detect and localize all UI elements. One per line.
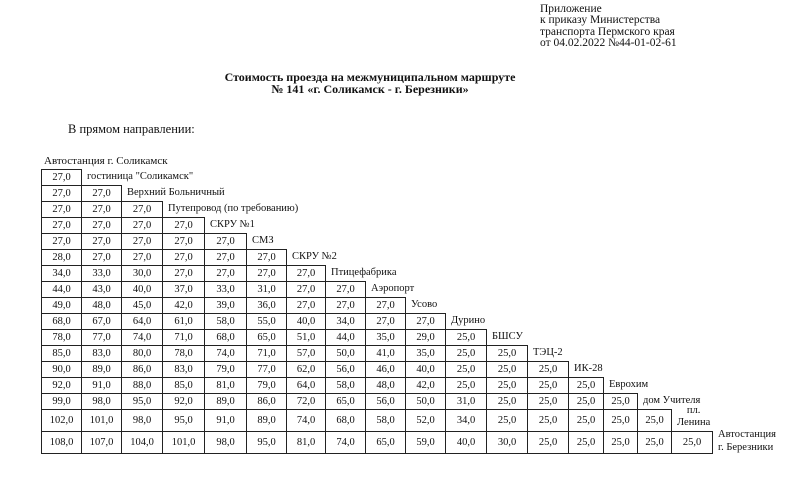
fare-cell: 25,0: [603, 431, 638, 454]
stop-label: гостиница "Соликамск": [87, 171, 194, 182]
fare-cell: 25,0: [568, 409, 604, 432]
fare-cell: 27,0: [162, 233, 205, 250]
fare-cell: 64,0: [121, 313, 163, 330]
fare-cell: 27,0: [121, 201, 163, 218]
fare-cell: 27,0: [81, 201, 122, 218]
fare-cell: 40,0: [286, 313, 326, 330]
fare-cell: 102,0: [41, 409, 82, 432]
fare-cell: 27,0: [162, 265, 205, 282]
fare-cell: 65,0: [365, 431, 406, 454]
appendix-line: Приложение: [540, 3, 602, 15]
fare-cell: 30,0: [486, 431, 528, 454]
fare-cell: 39,0: [204, 297, 247, 314]
stop-label: Путепровод (по требованию): [168, 203, 299, 214]
fare-cell: 27,0: [365, 297, 406, 314]
fare-cell: 45,0: [121, 297, 163, 314]
fare-cell: 67,0: [81, 313, 122, 330]
fare-cell: 74,0: [325, 431, 366, 454]
document-title: [0, 71, 740, 95]
fare-cell: 27,0: [81, 249, 122, 266]
fare-cell: 95,0: [121, 393, 163, 410]
fare-cell: 42,0: [405, 377, 446, 394]
fare-cell: 25,0: [445, 329, 487, 346]
fare-cell: 27,0: [204, 233, 247, 250]
fare-cell: 101,0: [162, 431, 205, 454]
fare-cell: 74,0: [204, 345, 247, 362]
fare-cell: 71,0: [246, 345, 287, 362]
fare-cell: 89,0: [81, 361, 122, 378]
fare-cell: 25,0: [603, 409, 638, 432]
fare-cell: 34,0: [445, 409, 487, 432]
fare-cell: 25,0: [486, 377, 528, 394]
fare-cell: 83,0: [81, 345, 122, 362]
fare-cell: 91,0: [81, 377, 122, 394]
appendix-line: от 04.02.2022 №44-01-02-61: [540, 37, 677, 50]
fare-cell: 68,0: [204, 329, 247, 346]
fare-cell: 31,0: [246, 281, 287, 298]
stop-label: Верхний Больничный: [127, 187, 225, 198]
fare-cell: 27,0: [204, 249, 247, 266]
fare-cell: 25,0: [637, 431, 672, 454]
stop-label: пл. Ленина: [677, 405, 711, 428]
stop-label: Дурино: [451, 315, 486, 326]
fare-cell: 62,0: [286, 361, 326, 378]
fare-cell: 52,0: [405, 409, 446, 432]
fare-cell: 107,0: [81, 431, 122, 454]
fare-cell: 85,0: [162, 377, 205, 394]
stop-label: СМЗ: [252, 235, 274, 246]
fare-cell: 68,0: [41, 313, 82, 330]
stop-label: БШСУ: [492, 331, 523, 342]
fare-cell: 27,0: [162, 217, 205, 234]
fare-cell: 86,0: [246, 393, 287, 410]
fare-cell: 27,0: [81, 185, 122, 202]
fare-cell: 95,0: [162, 409, 205, 432]
fare-cell: 25,0: [603, 393, 638, 410]
fare-cell: 46,0: [365, 361, 406, 378]
stop-label: Еврохим: [609, 379, 649, 390]
fare-cell: 72,0: [286, 393, 326, 410]
appendix-line: транспорта Пермского края: [540, 25, 675, 38]
fare-cell: 27,0: [286, 265, 326, 282]
fare-cell: 79,0: [246, 377, 287, 394]
fare-cell: 74,0: [121, 329, 163, 346]
fare-cell: 48,0: [81, 297, 122, 314]
fare-cell: 78,0: [162, 345, 205, 362]
fare-cell: 98,0: [204, 431, 247, 454]
fare-cell: 27,0: [246, 249, 287, 266]
fare-cell: 25,0: [486, 409, 528, 432]
fare-cell: 108,0: [41, 431, 82, 454]
fare-cell: 27,0: [121, 233, 163, 250]
fare-cell: 55,0: [246, 313, 287, 330]
start-station-label: Автостанция г. Соликамск: [44, 155, 168, 167]
fare-cell: 25,0: [486, 345, 528, 362]
fare-cell: 40,0: [121, 281, 163, 298]
fare-cell: 79,0: [204, 361, 247, 378]
fare-cell: 95,0: [246, 431, 287, 454]
fare-cell: 56,0: [325, 361, 366, 378]
fare-cell: 35,0: [365, 329, 406, 346]
stop-label: СКРУ №2: [292, 251, 337, 262]
fare-cell: 33,0: [204, 281, 247, 298]
fare-cell: 27,0: [121, 217, 163, 234]
fare-cell: 30,0: [121, 265, 163, 282]
fare-cell: 57,0: [286, 345, 326, 362]
fare-cell: 25,0: [445, 377, 487, 394]
fare-cell: 34,0: [41, 265, 82, 282]
fare-cell: 27,0: [81, 233, 122, 250]
fare-cell: 36,0: [246, 297, 287, 314]
fare-cell: 25,0: [445, 361, 487, 378]
fare-cell: 25,0: [486, 393, 528, 410]
stop-label: Автостанция г. Березники: [718, 429, 776, 453]
stop-label: ИК-28: [574, 363, 603, 374]
fare-cell: 48,0: [365, 377, 406, 394]
stop-label: ТЭЦ-2: [533, 347, 563, 358]
fare-cell: 80,0: [121, 345, 163, 362]
fare-cell: 40,0: [405, 361, 446, 378]
fare-cell: 59,0: [405, 431, 446, 454]
fare-cell: 77,0: [81, 329, 122, 346]
fare-cell: 27,0: [286, 297, 326, 314]
fare-cell: 50,0: [405, 393, 446, 410]
fare-cell: 27,0: [325, 297, 366, 314]
appendix-block: [540, 4, 677, 50]
fare-cell: 27,0: [325, 281, 366, 298]
fare-cell: 85,0: [41, 345, 82, 362]
fare-cell: 71,0: [162, 329, 205, 346]
fare-cell: 90,0: [41, 361, 82, 378]
fare-cell: 27,0: [365, 313, 406, 330]
fare-cell: 98,0: [121, 409, 163, 432]
fare-cell: 27,0: [405, 313, 446, 330]
fare-cell: 28,0: [41, 249, 82, 266]
fare-cell: 56,0: [365, 393, 406, 410]
fare-cell: 29,0: [405, 329, 446, 346]
fare-cell: 37,0: [162, 281, 205, 298]
fare-cell: 81,0: [204, 377, 247, 394]
fare-cell: 58,0: [204, 313, 247, 330]
fare-cell: 50,0: [325, 345, 366, 362]
fare-cell: 98,0: [81, 393, 122, 410]
fare-cell: 25,0: [568, 431, 604, 454]
title-line-1: Стоимость проезда на межмуниципальном маршруте: [224, 70, 516, 84]
fare-cell: 27,0: [41, 185, 82, 202]
fare-cell: 88,0: [121, 377, 163, 394]
stop-label: дом Учителя: [643, 395, 701, 406]
fare-cell: 40,0: [445, 431, 487, 454]
fare-cell: 35,0: [405, 345, 446, 362]
fare-cell: 31,0: [445, 393, 487, 410]
fare-cell: 25,0: [445, 345, 487, 362]
fare-cell: 27,0: [41, 217, 82, 234]
stop-label: СКРУ №1: [210, 219, 255, 230]
fare-cell: 25,0: [568, 393, 604, 410]
fare-cell: 89,0: [246, 409, 287, 432]
fare-cell: 92,0: [41, 377, 82, 394]
fare-cell: 25,0: [527, 361, 569, 378]
fare-cell: 74,0: [286, 409, 326, 432]
fare-cell: 64,0: [286, 377, 326, 394]
fare-cell: 25,0: [527, 409, 569, 432]
stop-label: Аэропорт: [371, 283, 415, 294]
fare-cell: 34,0: [325, 313, 366, 330]
fare-cell: 25,0: [568, 377, 604, 394]
fare-cell: 27,0: [204, 265, 247, 282]
fare-cell: 86,0: [121, 361, 163, 378]
fare-cell: 58,0: [325, 377, 366, 394]
fare-cell: 92,0: [162, 393, 205, 410]
fare-cell: 104,0: [121, 431, 163, 454]
appendix-line: к приказу Министерства: [540, 14, 661, 27]
fare-cell: 25,0: [637, 409, 672, 432]
fare-cell: 78,0: [41, 329, 82, 346]
stop-label: Усово: [411, 299, 438, 310]
fare-cell: 83,0: [162, 361, 205, 378]
fare-cell: 44,0: [41, 281, 82, 298]
fare-cell: 25,0: [486, 361, 528, 378]
fare-cell: 43,0: [81, 281, 122, 298]
fare-cell: 91,0: [204, 409, 247, 432]
fare-cell: 42,0: [162, 297, 205, 314]
fare-cell: 65,0: [325, 393, 366, 410]
fare-cell: 25,0: [527, 377, 569, 394]
fare-cell: 27,0: [246, 265, 287, 282]
fare-cell: 25,0: [527, 393, 569, 410]
fare-cell: 58,0: [365, 409, 406, 432]
fare-cell: 27,0: [81, 217, 122, 234]
fare-cell: 51,0: [286, 329, 326, 346]
title-line-2: № 141 «г. Соликамск - г. Березники»: [271, 82, 469, 96]
fare-cell: 27,0: [121, 249, 163, 266]
fare-cell: 99,0: [41, 393, 82, 410]
fare-cell: 101,0: [81, 409, 122, 432]
fare-cell: 27,0: [286, 281, 326, 298]
stop-label: Птицефабрика: [331, 267, 397, 278]
fare-cell: 49,0: [41, 297, 82, 314]
fare-cell: 27,0: [41, 201, 82, 218]
direction-label: В прямом направлении:: [68, 122, 195, 136]
fare-cell: 61,0: [162, 313, 205, 330]
fare-cell: 33,0: [81, 265, 122, 282]
fare-cell: 27,0: [162, 249, 205, 266]
fare-cell: 25,0: [527, 431, 569, 454]
fare-cell: 65,0: [246, 329, 287, 346]
fare-cell: 25,0: [671, 431, 713, 454]
fare-cell: 27,0: [41, 169, 82, 186]
fare-cell: 77,0: [246, 361, 287, 378]
fare-cell: 41,0: [365, 345, 406, 362]
fare-cell: 81,0: [286, 431, 326, 454]
fare-cell: 27,0: [41, 233, 82, 250]
fare-cell: 89,0: [204, 393, 247, 410]
fare-cell: 44,0: [325, 329, 366, 346]
fare-cell: 68,0: [325, 409, 366, 432]
